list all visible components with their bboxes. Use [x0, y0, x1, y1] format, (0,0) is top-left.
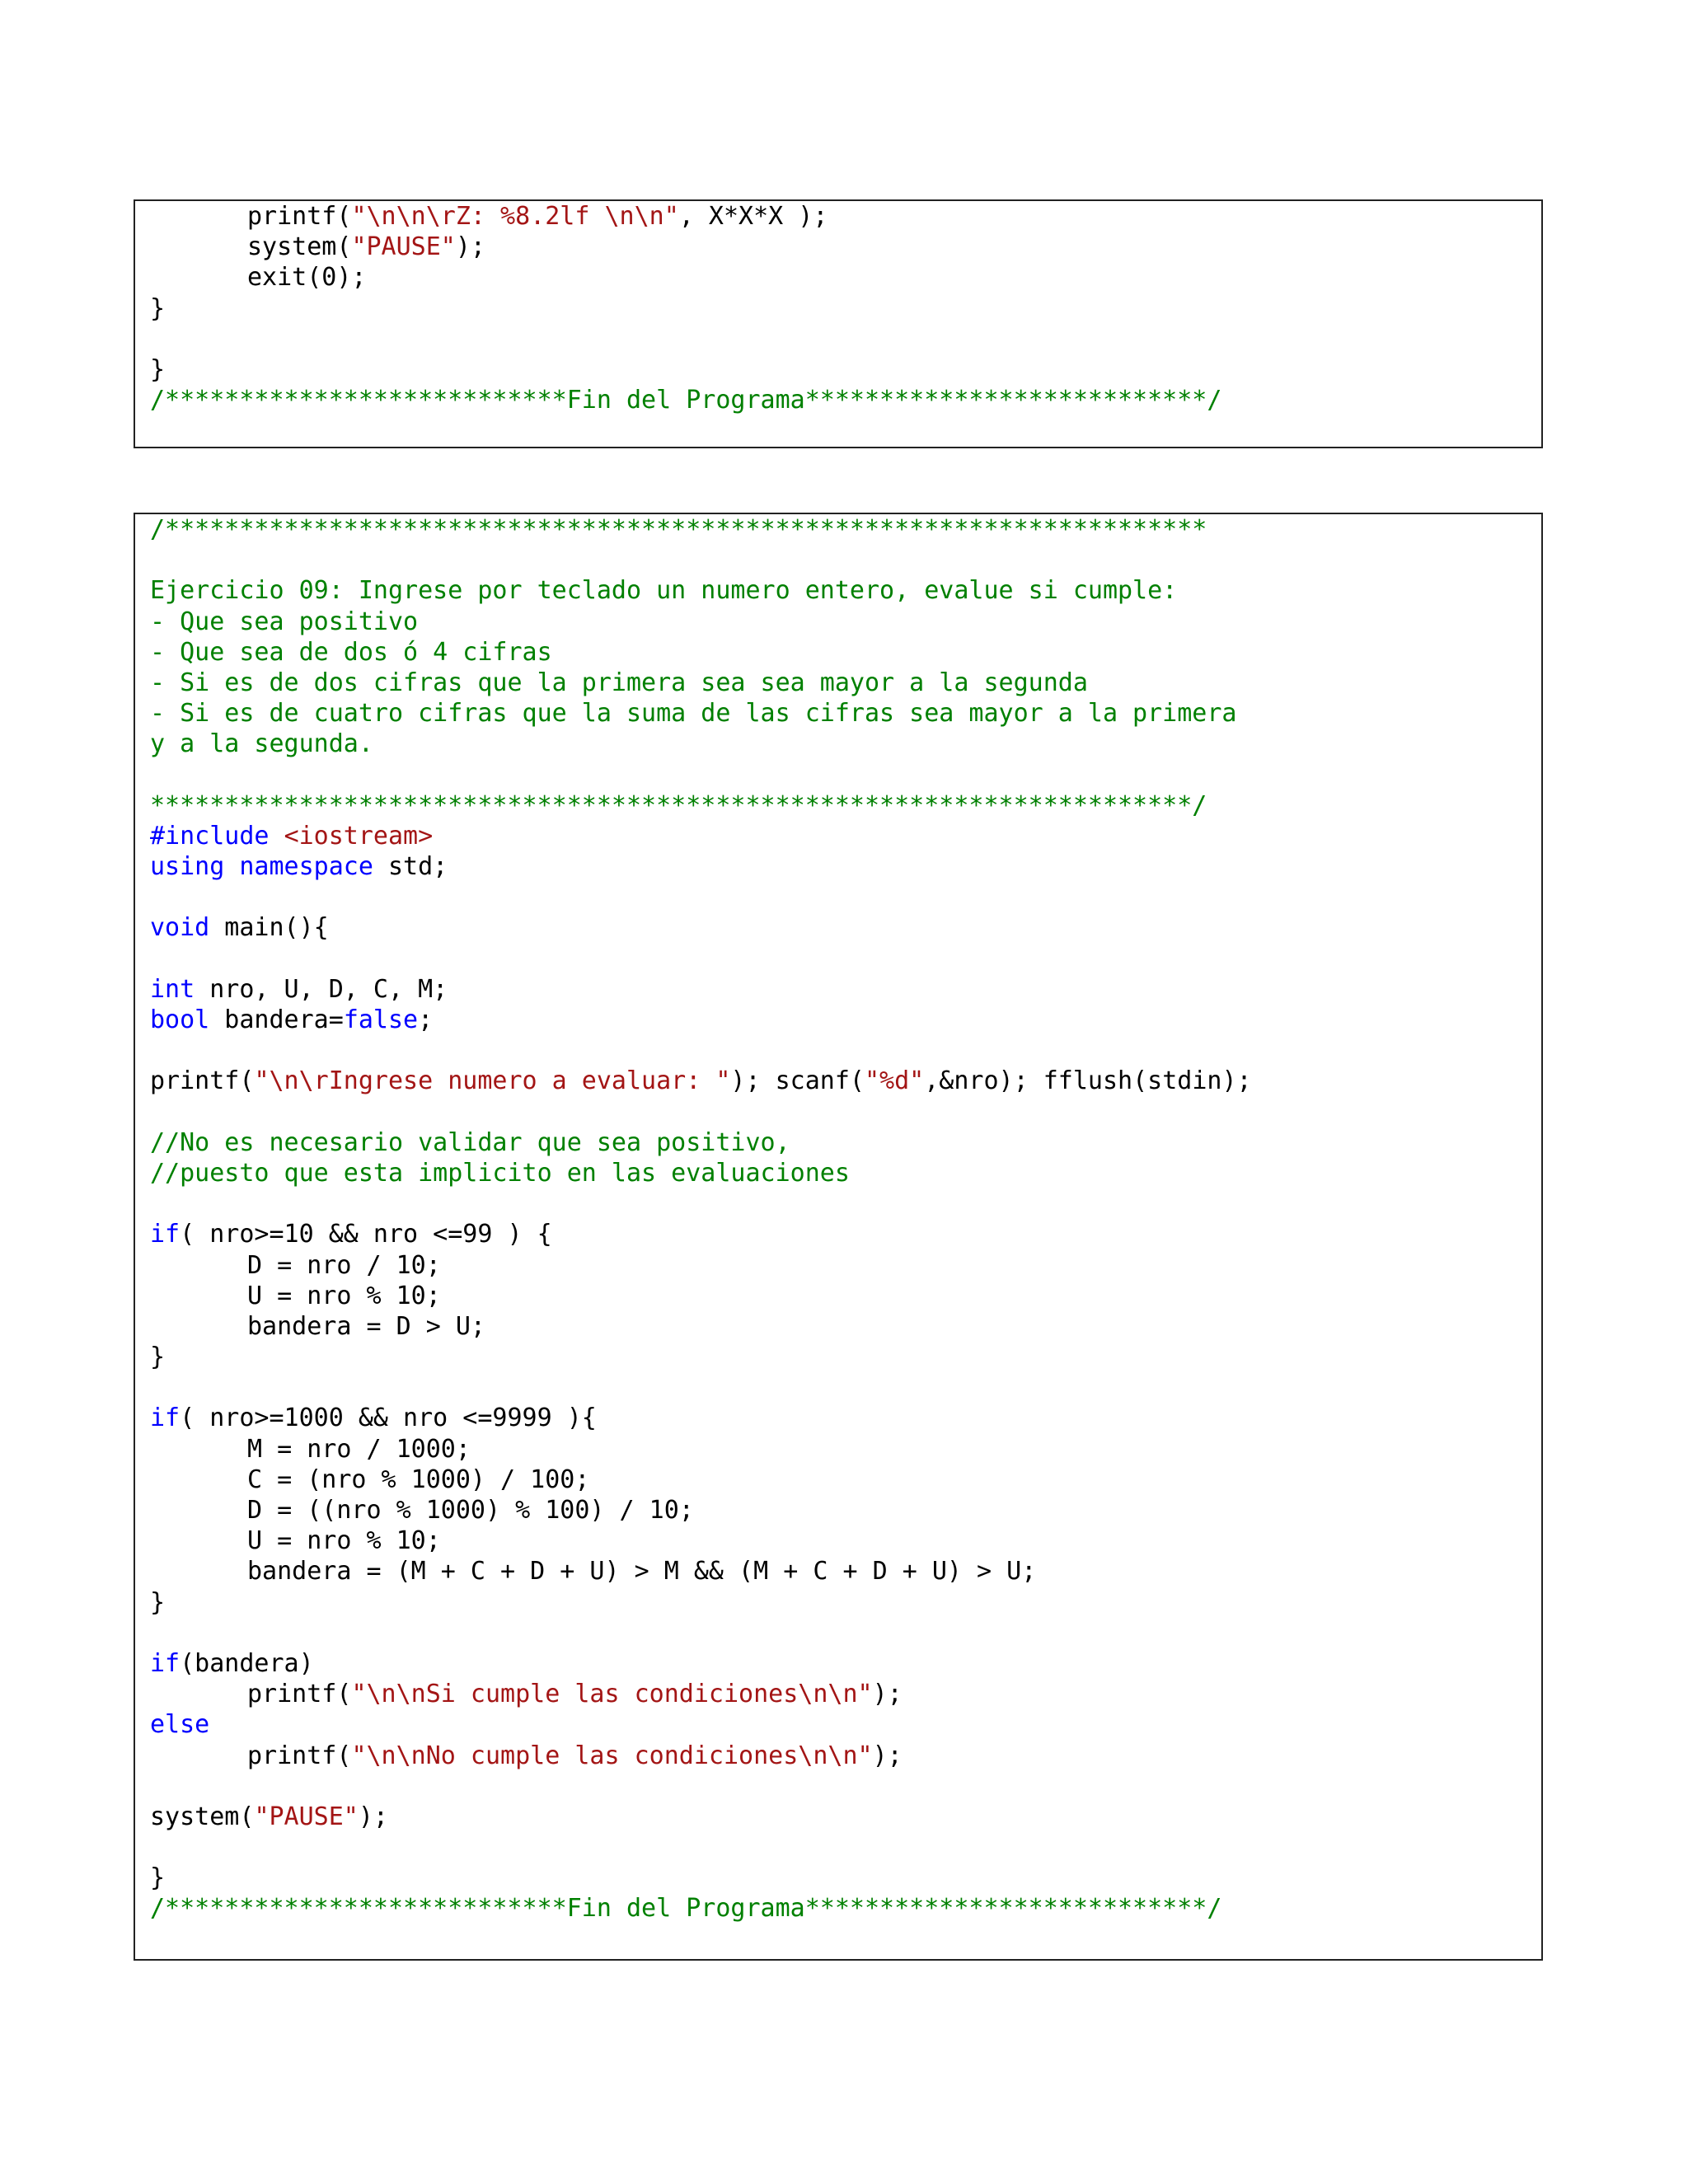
code-line — [150, 607, 1541, 637]
code-line — [150, 1403, 1541, 1433]
code-comment: //puesto que esta implicito en las evaluaciones — [150, 1158, 850, 1188]
code-text: ( nro>=10 && nro <=99 ) { — [180, 1220, 552, 1249]
code-text: } — [150, 1343, 166, 1372]
code-text: ; — [418, 1005, 434, 1034]
code-string: <iostream> — [284, 821, 434, 851]
code-line — [150, 1281, 1541, 1311]
code-text: ( nro>=1000 && nro <=9999 ){ — [180, 1404, 597, 1433]
code-comment: Ejercicio 09: Ingrese por teclado un numero entero, evalue si cumple: — [150, 576, 1178, 606]
code-line — [150, 1863, 1541, 1893]
code-line — [150, 324, 1541, 354]
code-text: ); scanf( — [730, 1066, 865, 1096]
code-preprocessor: #include — [150, 821, 284, 851]
code-comment: **********************************************************************/ — [150, 790, 1207, 820]
code-string: "\n\rIngrese numero a evaluar: " — [254, 1066, 731, 1096]
code-text: printf( — [247, 1741, 352, 1770]
code-text: bandera = (M + C + D + U) > M && (M + C + D + U) > U; — [247, 1557, 1037, 1586]
code-line — [150, 912, 1541, 943]
code-text: } — [150, 1863, 166, 1893]
code-text: D = nro / 10; — [247, 1250, 441, 1280]
code-line — [150, 1587, 1541, 1618]
code-line — [150, 262, 1541, 293]
code-line — [150, 1311, 1541, 1342]
code-line — [150, 668, 1541, 698]
code-line — [150, 1188, 1541, 1219]
code-line — [150, 1556, 1541, 1586]
code-line — [150, 944, 1541, 974]
code-keyword: false — [343, 1005, 419, 1034]
code-line — [150, 974, 1541, 1005]
code-comment: //No es necesario validar que sea positivo, — [150, 1127, 790, 1157]
code-text: } — [150, 354, 166, 384]
code-line — [150, 1709, 1541, 1740]
code-line — [150, 385, 1541, 415]
code-line — [150, 1005, 1541, 1035]
code-line — [150, 514, 1541, 545]
code-line — [150, 1802, 1541, 1832]
code-text: C = (nro % 1000) / 100; — [247, 1465, 590, 1494]
code-text: U = nro % 10; — [247, 1526, 441, 1556]
code-text: printf( — [247, 1680, 352, 1709]
code-line — [150, 354, 1541, 385]
code-line — [150, 1526, 1541, 1556]
code-line — [150, 545, 1541, 575]
code-line — [150, 1434, 1541, 1465]
code-keyword: namespace — [239, 852, 373, 882]
code-text: printf( — [247, 202, 352, 231]
code-keyword: int — [150, 974, 195, 1004]
code-line — [150, 821, 1541, 851]
code-text: bandera = D > U; — [247, 1311, 485, 1341]
code-line — [150, 698, 1541, 729]
code-line — [150, 729, 1541, 759]
code-text: } — [150, 293, 166, 323]
code-string: "%d" — [864, 1066, 925, 1096]
code-text: M = nro / 1000; — [247, 1434, 471, 1464]
code-line — [150, 1771, 1541, 1802]
code-keyword: void — [150, 913, 210, 943]
code-comment: - Que sea positivo — [150, 607, 419, 636]
code-line — [150, 1893, 1541, 1924]
code-text: system( — [247, 232, 352, 262]
code-text: ); — [872, 1680, 903, 1709]
code-line — [150, 575, 1541, 606]
code-string: "PAUSE" — [254, 1802, 359, 1831]
code-line — [150, 1158, 1541, 1188]
code-comment: - Si es de cuatro cifras que la suma de las cifras sea mayor a la primera — [150, 699, 1237, 729]
code-text: ); — [358, 1802, 388, 1831]
code-line — [150, 1097, 1541, 1127]
code-comment: /***************************Fin del Programa***************************/ — [150, 386, 1222, 415]
code-line — [150, 201, 1541, 232]
code-line — [150, 1618, 1541, 1648]
code-line — [150, 790, 1541, 821]
code-line — [150, 293, 1541, 324]
code-line — [150, 1035, 1541, 1066]
code-line — [150, 1832, 1541, 1863]
code-keyword: if — [150, 1404, 181, 1433]
code-string: "PAUSE" — [351, 232, 456, 262]
code-comment: /***************************Fin del Programa***************************/ — [150, 1894, 1222, 1924]
code-line — [150, 637, 1541, 668]
code-comment: /********************************************************************** — [150, 515, 1207, 544]
code-keyword: bool — [150, 1005, 210, 1034]
code-line — [150, 232, 1541, 262]
code-comment: - Que sea de dos ó 4 cifras — [150, 637, 552, 667]
code-keyword: if — [150, 1648, 181, 1678]
code-text: U = nro % 10; — [247, 1281, 441, 1310]
code-string: "\n\nSi cumple las condiciones\n\n" — [351, 1680, 873, 1709]
code-line — [150, 1127, 1541, 1158]
code-text: exit(0); — [247, 263, 367, 293]
code-string: "\n\n\rZ: %8.2lf \n\n" — [351, 202, 679, 231]
code-text: (bandera) — [180, 1648, 314, 1678]
code-text: std; — [373, 852, 448, 882]
code-line — [150, 1219, 1541, 1249]
code-line — [150, 882, 1541, 912]
code-text: ); — [455, 232, 485, 262]
code-text: ); — [872, 1741, 903, 1770]
code-line — [150, 1250, 1541, 1281]
code-text: system( — [150, 1802, 255, 1831]
code-text: nro, U, D, C, M; — [195, 974, 448, 1004]
code-line — [150, 851, 1541, 882]
code-box-end-previous-program — [134, 199, 1543, 448]
code-text: main(){ — [209, 913, 329, 943]
code-text: } — [150, 1587, 166, 1617]
code-line — [150, 1372, 1541, 1403]
code-line — [150, 1741, 1541, 1771]
code-keyword: using — [150, 852, 225, 882]
code-text: ,&nro); fflush(stdin); — [924, 1066, 1252, 1096]
code-comment: y a la segunda. — [150, 729, 373, 759]
code-text: bandera= — [209, 1005, 344, 1034]
code-line — [150, 1648, 1541, 1679]
code-line — [150, 1066, 1541, 1096]
code-string: "\n\nNo cumple las condiciones\n\n" — [351, 1741, 873, 1770]
code-text: , X*X*X ); — [678, 202, 828, 231]
code-line — [150, 760, 1541, 790]
code-line — [150, 1679, 1541, 1709]
code-line — [150, 1342, 1541, 1372]
code-line — [150, 1465, 1541, 1495]
code-comment: - Si es de dos cifras que la primera sea sea mayor a la segunda — [150, 668, 1088, 697]
code-line — [150, 1495, 1541, 1526]
code-keyword: if — [150, 1220, 181, 1249]
code-box-ejercicio-09 — [134, 513, 1543, 1961]
code-keyword: else — [150, 1710, 210, 1740]
code-text — [224, 852, 239, 881]
code-text: D = ((nro % 1000) % 100) / 10; — [247, 1496, 694, 1525]
code-text: printf( — [150, 1066, 255, 1096]
